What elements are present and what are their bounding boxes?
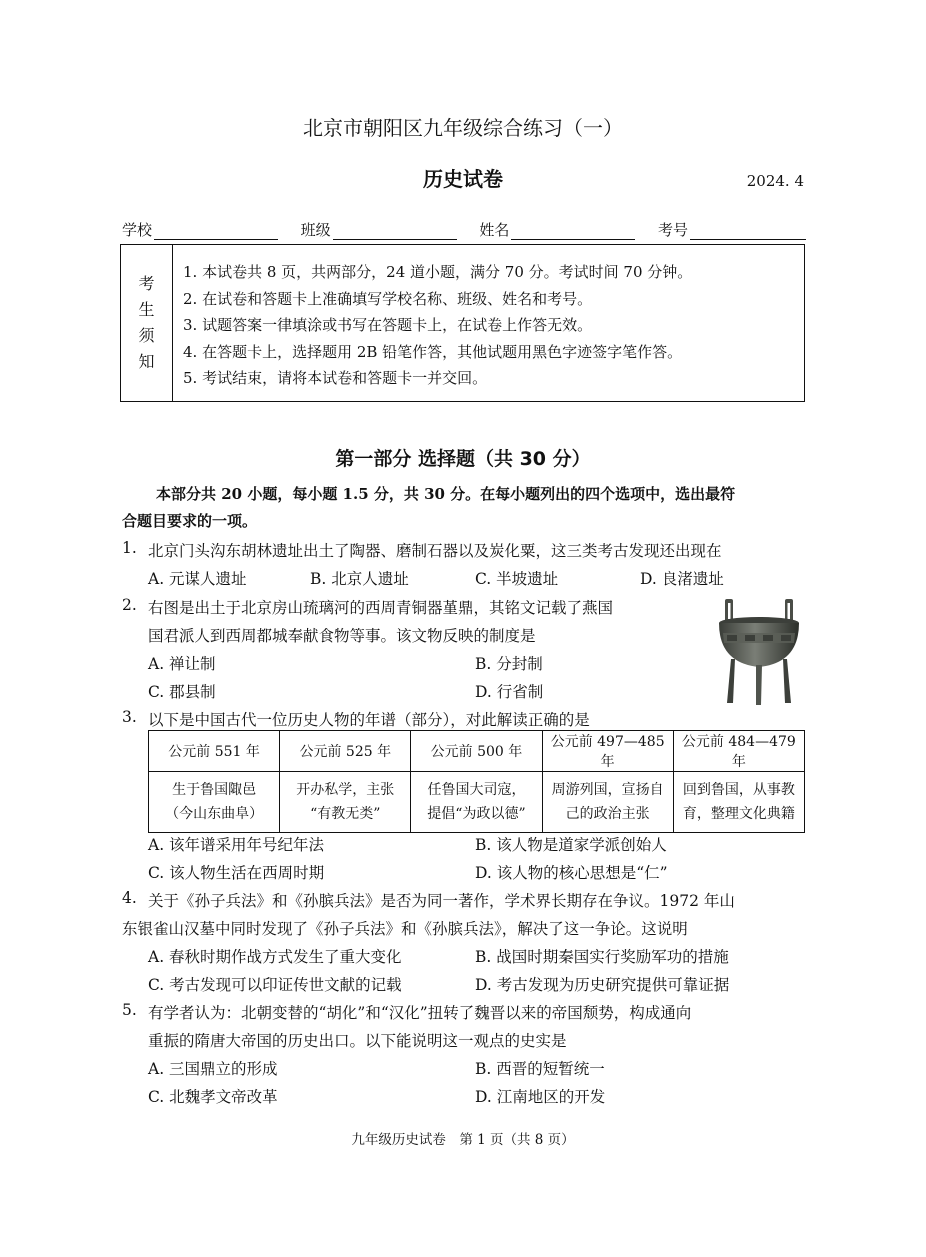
exam-date: 2024. 4: [746, 172, 804, 190]
notice-side-char: 须: [138, 326, 155, 345]
question-5-option-b[interactable]: B. 西晋的短暂统一: [475, 1060, 605, 1078]
school-label: 学校: [122, 221, 153, 239]
chronology-event-line: 任鲁国大司寇，: [427, 782, 526, 798]
notice-item: 4. 在答题卡上，选择题用 2B 铅笔作答，其他试题用黑色字迹签字笔作答。: [183, 342, 683, 361]
section-intro: [122, 481, 806, 535]
section-title: 第一部分 选择题（共 30 分）: [335, 448, 591, 470]
chronology-event: [149, 772, 280, 833]
exam-subtitle: 历史试卷: [423, 167, 503, 191]
question-2-option-d[interactable]: D. 行省制: [475, 683, 544, 701]
bronze-ding-image: [715, 597, 803, 707]
chronology-year: 公元前 500 年: [411, 731, 542, 772]
question-4-option-a[interactable]: A. 春秋时期作战方式发生了重大变化: [148, 948, 402, 966]
question-4-stem-line: 东银雀山汉墓中同时发现了《孙子兵法》和《孙膑兵法》，解决了这一争论。这说明: [122, 920, 688, 938]
chronology-year-row: [149, 731, 805, 772]
question-2-option-c[interactable]: C. 郡县制: [148, 683, 216, 701]
chronology-year: 公元前 484—479 年: [673, 731, 804, 772]
notice-side-char: 考: [138, 274, 155, 293]
question-5-option-d[interactable]: D. 江南地区的开发: [475, 1088, 606, 1106]
notice-item: 5. 考试结束，请将本试卷和答题卡一并交回。: [183, 369, 488, 387]
chronology-event: [280, 772, 411, 833]
notice-item: 1. 本试卷共 8 页，共两部分，24 道小题，满分 70 分。考试时间 70 分钟。: [183, 263, 693, 281]
question-5-option-c[interactable]: C. 北魏孝文帝改革: [148, 1088, 278, 1106]
question-1-option-a[interactable]: A. 元谋人遗址: [148, 570, 247, 588]
question-4-option-c[interactable]: C. 考古发现可以印证传世文献的记载: [148, 976, 402, 994]
notice-side-char: 知: [138, 352, 155, 371]
question-3-option-d[interactable]: D. 该人物的核心思想是“仁”: [475, 864, 668, 882]
class-field[interactable]: [301, 218, 457, 240]
chronology-event: [673, 772, 804, 833]
chronology-event-line: 回到鲁国，从事教: [682, 782, 795, 798]
question-1-option-c[interactable]: C. 半坡遗址: [475, 570, 559, 588]
chronology-event-row: [149, 772, 805, 833]
question-2-option-a[interactable]: A. 禅让制: [148, 655, 216, 673]
question-4-option-b[interactable]: B. 战国时期秦国实行奖励军功的措施: [475, 948, 729, 966]
question-5-option-a[interactable]: A. 三国鼎立的形成: [148, 1060, 278, 1078]
question-1-stem: 北京门头沟东胡林遗址出土了陶器、磨制石器以及炭化粟，这三类考古发现还出现在: [148, 542, 722, 560]
exam-number-label: 考号: [657, 221, 688, 239]
section-intro-line: 合题目要求的一项。: [122, 512, 258, 530]
question-3-stem: 以下是中国古代一位历史人物的年谱（部分），对此解读正确的是: [148, 711, 590, 729]
question-2-number: 2.: [122, 596, 137, 614]
page-footer: 九年级历史试卷 第 1 页（共 8 页）: [351, 1132, 575, 1148]
name-label: 姓名: [479, 221, 510, 239]
notice-side-char: 生: [138, 300, 155, 319]
chronology-year: 公元前 497—485 年: [542, 731, 673, 772]
question-2-option-b[interactable]: B. 分封制: [475, 655, 543, 673]
school-blank[interactable]: [154, 223, 278, 240]
chronology-event-line: 提倡“为政以德”: [427, 806, 526, 822]
chronology-event-line: （今山东曲阜）: [165, 806, 264, 822]
question-1-option-b[interactable]: B. 北京人遗址: [310, 570, 409, 588]
class-blank[interactable]: [333, 223, 457, 240]
notice-items: [183, 259, 692, 392]
chronology-table: [148, 730, 805, 833]
question-3-option-a[interactable]: A. 该年谱采用年号纪年法: [148, 836, 325, 854]
class-label: 班级: [300, 221, 331, 239]
question-2-stem-line: 国君派人到西周都城奉献食物等事。该文物反映的制度是: [148, 627, 536, 645]
notice-item: 3. 试题答案一律填涂或书写在答题卡上，在试卷上作答无效。: [183, 316, 593, 334]
exam-number-blank[interactable]: [690, 223, 806, 240]
chronology-year: 公元前 551 年: [149, 731, 280, 772]
chronology-event-line: 生于鲁国陬邑: [172, 782, 257, 798]
question-1-number: 1.: [122, 539, 137, 557]
question-3-option-b[interactable]: B. 该人物是道家学派创始人: [475, 836, 667, 854]
candidate-notice-box: [120, 244, 805, 402]
student-info-row: [122, 218, 806, 240]
name-field[interactable]: [479, 218, 635, 240]
question-3-number: 3.: [122, 708, 137, 726]
question-3-option-c[interactable]: C. 该人物生活在西周时期: [148, 864, 325, 882]
question-2-stem-line: 右图是出土于北京房山琉璃河的西周青铜器堇鼎，其铭文记载了燕国: [148, 599, 614, 617]
question-4-stem-line: 关于《孙子兵法》和《孙膑兵法》是否为同一著作，学术界长期存在争议。1972 年山: [148, 892, 735, 910]
exam-number-field[interactable]: [658, 218, 806, 240]
name-blank[interactable]: [511, 223, 635, 240]
section-intro-line: 本部分共 20 小题，每小题 1.5 分，共 30 分。在每小题列出的四个选项中，选出最符: [156, 485, 736, 503]
chronology-year: 公元前 525 年: [280, 731, 411, 772]
question-4-number: 4.: [122, 889, 137, 907]
question-5-stem-line: 有学者认为：北朝变替的“胡化”和“汉化”扭转了魏晋以来的帝国颓势，构成通向: [148, 1004, 692, 1022]
chronology-event-line: “有教无类”: [310, 806, 381, 822]
exam-title: 北京市朝阳区九年级综合练习（一）: [303, 116, 623, 140]
question-5-stem-line: 重振的隋唐大帝国的历史出口。以下能说明这一观点的史实是: [148, 1032, 567, 1050]
chronology-event-line: 开办私学，主张: [296, 782, 395, 798]
school-field[interactable]: [122, 218, 278, 240]
chronology-event-line: 周游列国，宣扬自: [551, 782, 664, 798]
notice-item: 2. 在试卷和答题卡上准确填写学校名称、班级、姓名和考号。: [183, 289, 593, 308]
question-1-option-d[interactable]: D. 良渚遗址: [640, 570, 724, 588]
notice-side-label: [121, 245, 173, 401]
chronology-event: [542, 772, 673, 833]
question-5-number: 5.: [122, 1001, 137, 1019]
chronology-event-line: 己的政治主张: [565, 806, 650, 822]
question-4-option-d[interactable]: D. 考古发现为历史研究提供可靠证据: [475, 976, 730, 994]
chronology-event-line: 育，整理文化典籍: [682, 806, 795, 822]
chronology-event: [411, 772, 542, 833]
